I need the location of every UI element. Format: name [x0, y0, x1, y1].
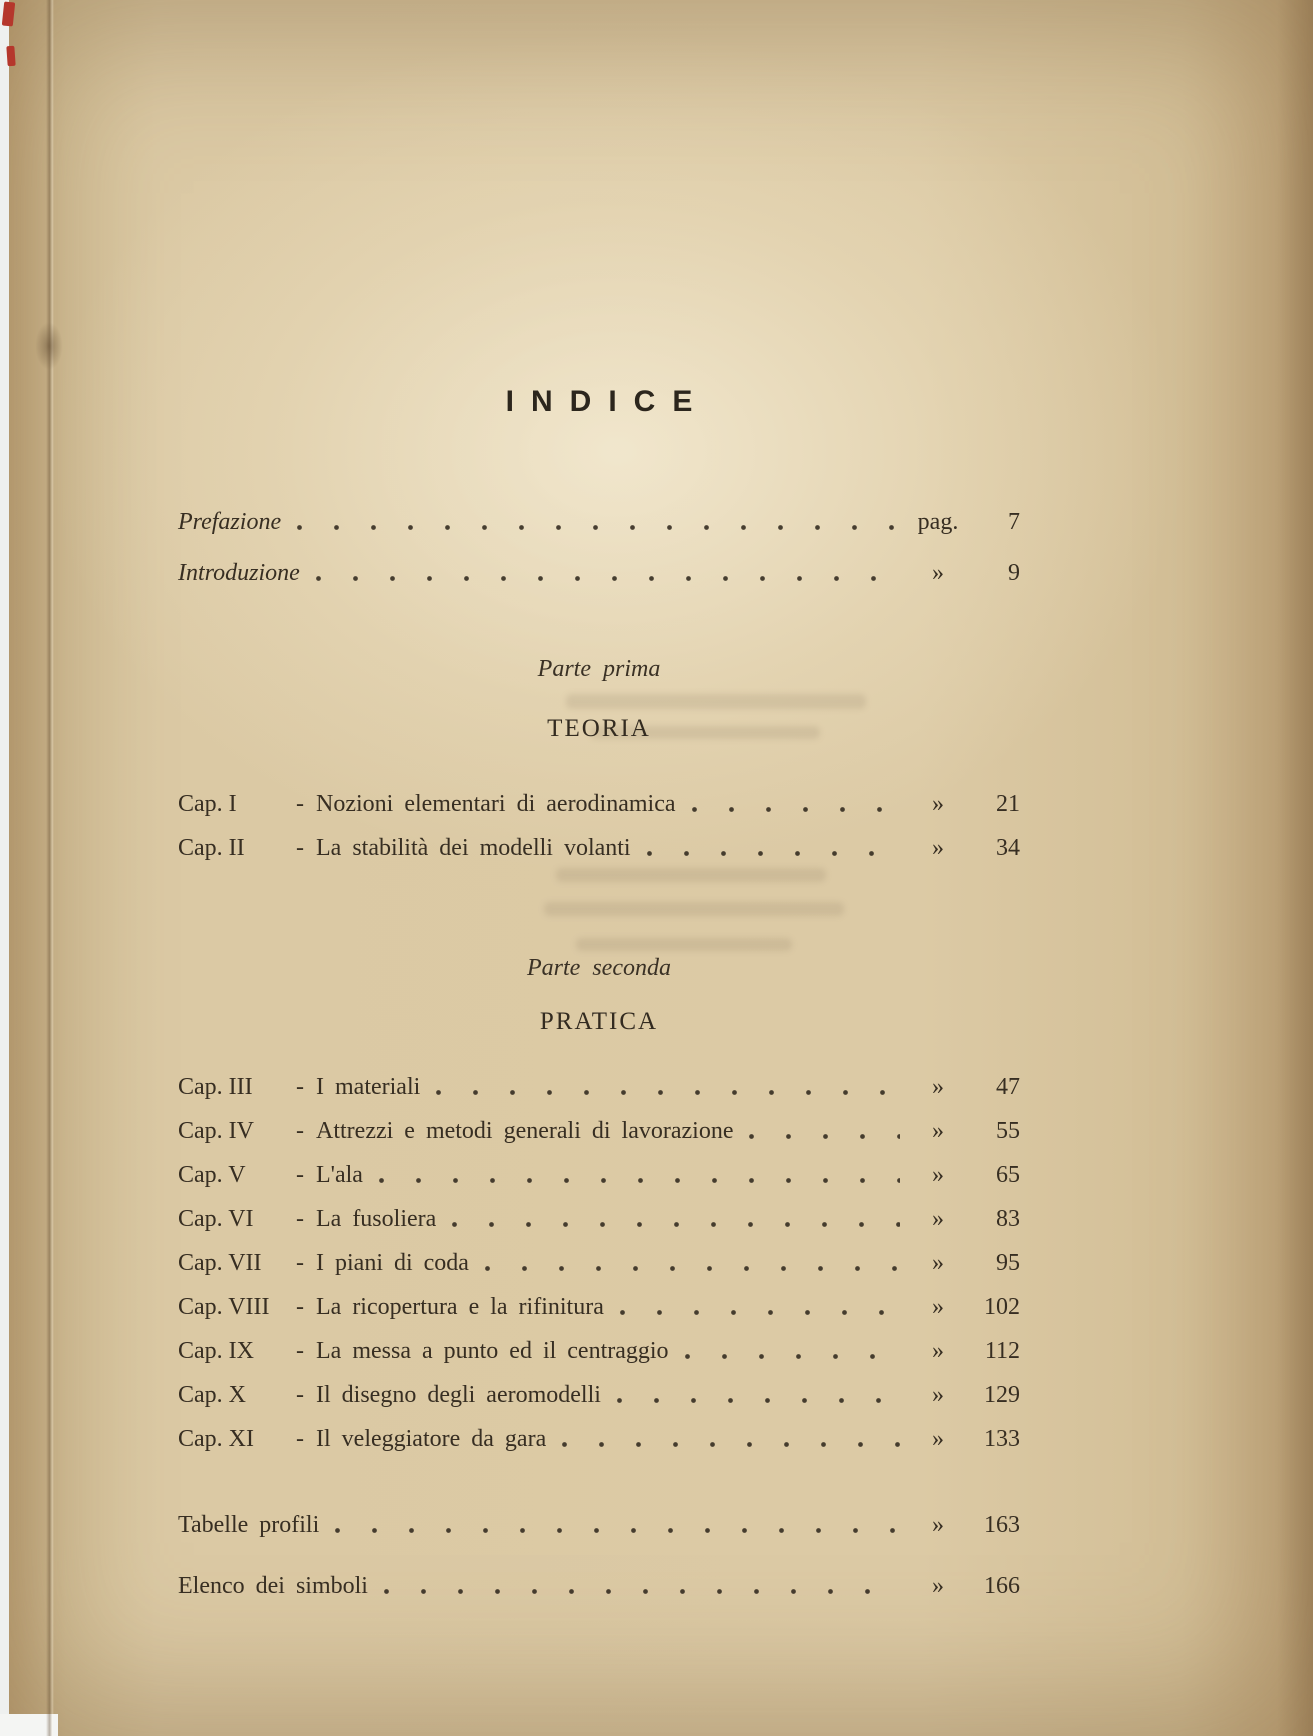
entry-unit: »: [932, 1250, 944, 1276]
entry-page-number: 65: [996, 1162, 1020, 1188]
part-name: Parte prima: [537, 656, 661, 682]
entry-dash: -: [296, 1074, 304, 1100]
entry-unit: »: [932, 1338, 944, 1364]
toc-entry-cap-1: [178, 789, 1020, 819]
entry-unit: »: [932, 1382, 944, 1408]
entry-title: Introduzione: [178, 560, 300, 586]
toc-entry-cap-2: [178, 833, 1020, 863]
part-heading: TEORIA: [547, 715, 651, 742]
entry-dash: -: [296, 1382, 304, 1408]
chapter-label: Cap. X: [178, 1382, 246, 1408]
dot-leader: [620, 1310, 900, 1315]
part-heading: PRATICA: [539, 1008, 659, 1035]
dot-leader: [436, 1090, 900, 1095]
entry-title: Il disegno degli aeromodelli: [316, 1382, 601, 1408]
entry-title: La fusoliera: [316, 1206, 437, 1232]
dot-leader: [562, 1442, 900, 1447]
entry-unit: »: [932, 560, 944, 586]
chapter-label: Cap. II: [178, 835, 245, 861]
entry-unit: »: [932, 1573, 944, 1599]
chapter-label: Cap. I: [178, 791, 237, 817]
toc-entry-cap-4: [178, 1116, 1020, 1146]
dot-leader: [335, 1528, 900, 1533]
toc-entry-introduzione: [178, 558, 1020, 588]
toc-entry-cap-6: [178, 1204, 1020, 1234]
chapter-label: Cap. IX: [178, 1338, 254, 1364]
entry-page-number: 95: [996, 1250, 1020, 1276]
entry-dash: -: [296, 1294, 304, 1320]
entry-title: Prefazione: [178, 509, 282, 535]
toc-entry-cap-3: [178, 1072, 1020, 1102]
entry-page-number: 7: [1008, 509, 1020, 535]
part-name: Parte seconda: [527, 955, 671, 981]
entry-dash: -: [296, 1250, 304, 1276]
entry-dash: -: [296, 1338, 304, 1364]
entry-page-number: 34: [996, 835, 1020, 861]
entry-unit: »: [932, 835, 944, 861]
scanner-edge-strip: [0, 0, 9, 1736]
entry-page-number: 166: [984, 1573, 1020, 1599]
entry-dash: -: [296, 1426, 304, 1452]
entry-unit: pag.: [917, 509, 959, 535]
entry-title: Tabelle profili: [178, 1512, 320, 1538]
red-ink-mark: [2, 1, 15, 26]
entry-page-number: 55: [996, 1118, 1020, 1144]
entry-page-number: 83: [996, 1206, 1020, 1232]
entry-unit: »: [932, 791, 944, 817]
dot-leader: [617, 1398, 900, 1403]
dot-leader: [692, 807, 900, 812]
entry-dash: -: [296, 1206, 304, 1232]
entry-title: I materiali: [316, 1074, 421, 1100]
dot-leader: [297, 525, 900, 530]
entry-dash: -: [296, 1118, 304, 1144]
page-crease-notch: [34, 320, 64, 372]
entry-title: La stabilità dei modelli volanti: [316, 835, 631, 861]
entry-unit: »: [932, 1426, 944, 1452]
toc-entry-cap-10: [178, 1380, 1020, 1410]
entry-unit: »: [932, 1512, 944, 1538]
toc-entry-cap-11: [178, 1424, 1020, 1454]
entry-title: Il veleggiatore da gara: [316, 1426, 547, 1452]
toc-entry-elenco-simboli: [178, 1571, 1020, 1601]
entry-unit: »: [932, 1206, 944, 1232]
entry-title: L'ala: [316, 1162, 363, 1188]
dot-leader: [647, 851, 900, 856]
dot-leader: [749, 1134, 900, 1139]
chapter-label: Cap. VI: [178, 1206, 254, 1232]
dot-leader: [452, 1222, 900, 1227]
toc-entry-cap-5: [178, 1160, 1020, 1190]
entry-page-number: 102: [984, 1294, 1020, 1320]
entry-dash: -: [296, 835, 304, 861]
toc-entry-cap-7: [178, 1248, 1020, 1278]
dot-leader: [384, 1589, 900, 1594]
entry-dash: -: [296, 1162, 304, 1188]
entry-page-number: 21: [996, 791, 1020, 817]
entry-page-number: 129: [984, 1382, 1020, 1408]
dot-leader: [316, 576, 900, 581]
entry-title: Elenco dei simboli: [178, 1573, 368, 1599]
entry-title: Attrezzi e metodi generali di lavorazione: [316, 1118, 734, 1144]
dot-leader: [685, 1354, 900, 1359]
entry-unit: »: [932, 1118, 944, 1144]
entry-title: Nozioni elementari di aerodinamica: [316, 791, 676, 817]
entry-title: La messa a punto ed il centraggio: [316, 1338, 669, 1364]
page-spine-crease: [46, 0, 54, 1736]
entry-unit: »: [932, 1074, 944, 1100]
entry-dash: -: [296, 791, 304, 817]
table-of-contents: [178, 0, 1020, 1601]
red-ink-mark: [6, 46, 15, 67]
toc-entry-prefazione: [178, 507, 1020, 537]
chapter-label: Cap. V: [178, 1162, 246, 1188]
entry-title: La ricopertura e la rifinitura: [316, 1294, 604, 1320]
entry-page-number: 9: [1008, 560, 1020, 586]
page-title: INDICE: [505, 385, 710, 418]
entry-page-number: 163: [984, 1512, 1020, 1538]
toc-entry-tabelle-profili: [178, 1510, 1020, 1540]
entry-title: I piani di coda: [316, 1250, 469, 1276]
page-edge-shadow: [1277, 0, 1313, 1736]
chapter-label: Cap. VIII: [178, 1294, 270, 1320]
entry-unit: »: [932, 1162, 944, 1188]
chapter-label: Cap. XI: [178, 1426, 254, 1452]
toc-entry-cap-8: [178, 1292, 1020, 1322]
dot-leader: [379, 1178, 900, 1183]
chapter-label: Cap. VII: [178, 1250, 262, 1276]
chapter-label: Cap. IV: [178, 1118, 254, 1144]
entry-page-number: 133: [984, 1426, 1020, 1452]
entry-page-number: 47: [996, 1074, 1020, 1100]
chapter-label: Cap. III: [178, 1074, 253, 1100]
entry-unit: »: [932, 1294, 944, 1320]
toc-entry-cap-9: [178, 1336, 1020, 1366]
entry-page-number: 112: [984, 1338, 1020, 1364]
dot-leader: [485, 1266, 900, 1271]
